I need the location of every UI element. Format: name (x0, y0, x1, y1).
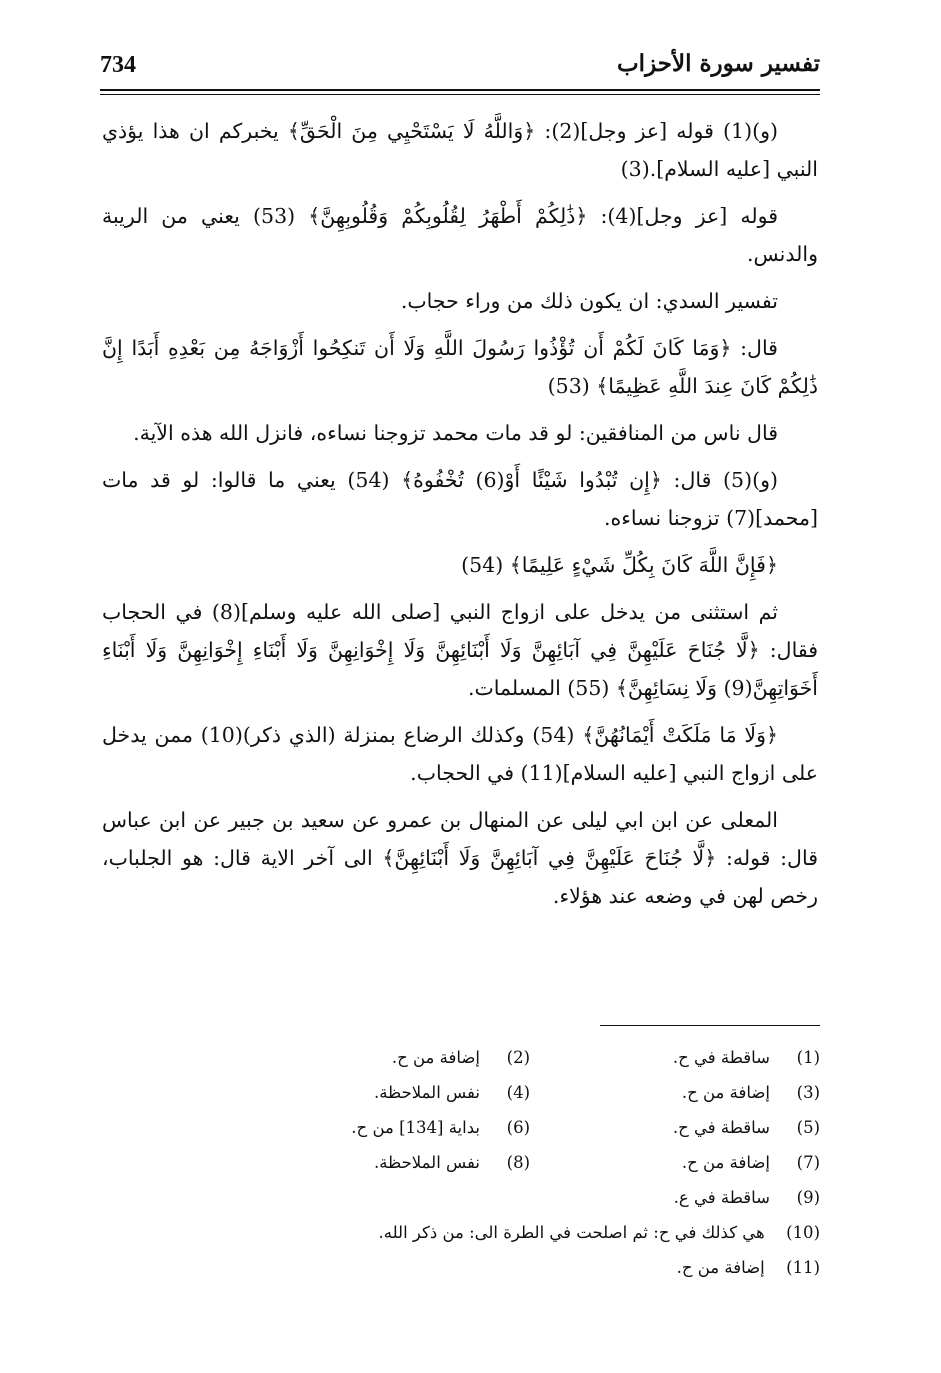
footnote-text: إضافة من ح. (681, 1153, 770, 1172)
footnote (240, 1040, 530, 1075)
footnote-row (240, 1250, 820, 1285)
footnote-number: (1) (796, 1048, 820, 1067)
paragraph: قوله [عز وجل](4): ﴿ذَٰلِكُمْ أَطْهَرُ لِقُلُوبِكُمْ وَقُلُوبِهِنَّ﴾ (53) يعني من الريبة والدنس. (102, 204, 818, 266)
paragraph: تفسير السدي: ان يكون ذلك من وراء حجاب. (400, 289, 778, 313)
page-number: 734 (100, 52, 136, 78)
footnote (530, 1110, 820, 1145)
footnote (530, 1145, 820, 1180)
footnote-text: بداية [134] من ح. (351, 1118, 480, 1137)
paragraph: ﴿فَإِنَّ اللَّهَ كَانَ بِكُلِّ شَيْءٍ عَلِيمًا﴾ (54) (461, 553, 778, 577)
footnote-number: (9) (796, 1188, 820, 1207)
footnotes (240, 1040, 820, 1285)
footnote-number: (8) (506, 1153, 530, 1172)
footnote-number: (2) (506, 1048, 530, 1067)
footnote-row (240, 1040, 820, 1075)
footnote-text: نفس الملاحظة. (373, 1153, 480, 1172)
footnote-text: ساقطة في ح. (672, 1118, 770, 1137)
footnote-row (240, 1075, 820, 1110)
header-rule (100, 89, 820, 91)
footnote-row (240, 1215, 820, 1250)
footnote-text: إضافة من ح. (681, 1083, 770, 1102)
footnote-text: هي كذلك في ح: ثم اصلحت في الطرة الى: من ذكر الله. (378, 1223, 765, 1242)
page-header (100, 48, 820, 88)
footnote-number: (7) (796, 1153, 820, 1172)
footnote-number: (4) (506, 1083, 530, 1102)
footnote (240, 1250, 820, 1285)
paragraph: قال: ﴿وَمَا كَانَ لَكُمْ أَن تُؤْذُوا رَسُولَ اللَّهِ وَلَا أَن تَنكِحُوا أَزْوَاجَهُ مِن بَعْدِهِ أَبَدًا إِنَّ ذَٰلِكُمْ كَانَ عِندَ اللَّهِ عَظِيمًا﴾ (53) (102, 336, 818, 398)
footnote-number: (10) (786, 1223, 820, 1242)
footnote-separator (600, 1025, 820, 1026)
footnote (530, 1040, 820, 1075)
footnote (240, 1145, 530, 1180)
paragraph: (و)(5) قال: ﴿إِن تُبْدُوا شَيْئًا أَوْ(6) تُخْفُوهُ﴾ (54) يعني ما قالوا: لو قد مات [محمد](7) تزوجنا نساءه. (102, 468, 818, 530)
paragraph: قال ناس من المنافقين: لو قد مات محمد تزوجنا نساءه، فانزل الله هذه الآية. (133, 421, 778, 445)
running-title: تفسير سورة الأحزاب (617, 50, 820, 77)
footnote (490, 1180, 820, 1215)
footnote-text: ساقطة في ع. (673, 1188, 770, 1207)
footnote (240, 1215, 820, 1250)
footnote-number: (3) (796, 1083, 820, 1102)
footnote-text: إضافة من ح. (676, 1258, 765, 1277)
footnote-row (240, 1110, 820, 1145)
paragraph: ﴿وَلَا مَا مَلَكَتْ أَيْمَانُهُنَّ﴾ (54) وكذلك الرضاع بمنزلة (الذي ذكر)(10) ممن يدخل على ازواج النبي [عليه السلام](11) في الحجاب. (102, 723, 818, 785)
footnote-number: (6) (506, 1118, 530, 1137)
footnote (530, 1075, 820, 1110)
footnote-row (240, 1145, 820, 1180)
footnote-number: (5) (796, 1118, 820, 1137)
header-rule-thin (100, 94, 820, 95)
main-text (102, 112, 818, 924)
paragraph: (و)(1) قوله [عز وجل](2): ﴿وَاللَّهُ لَا يَسْتَحْيِي مِنَ الْحَقِّ﴾ يخبركم ان هذا يؤذي النبي [عليه السلام].(3) (102, 119, 818, 181)
paragraph: ثم استثنى من يدخل على ازواج النبي [صلى الله عليه وسلم](8) في الحجاب فقال: ﴿لَّا جُنَاحَ عَلَيْهِنَّ فِي آبَائِهِنَّ وَلَا أَبْنَائِهِنَّ وَلَا إِخْوَانِهِنَّ وَلَا أَبْنَاءِ إِخْوَانِهِنَّ وَلَا أَبْنَاءِ أَخَوَاتِهِنَّ(9) وَلَا نِسَائِهِنَّ﴾ (55) المسلمات. (102, 600, 818, 700)
footnote-row (240, 1180, 820, 1215)
footnote-text: نفس الملاحظة. (373, 1083, 480, 1102)
footnote-text: إضافة من ح. (391, 1048, 480, 1067)
paragraph: المعلى عن ابن ابي ليلى عن المنهال بن عمرو عن سعيد بن جبير عن ابن عباس قال: قوله: ﴿لَّا جُنَاحَ عَلَيْهِنَّ فِي آبَائِهِنَّ وَلَا أَبْنَائِهِنَّ﴾ الى آخر الاية قال: هو الجلباب، رخص لهن في وضعه عند هؤلاء. (102, 808, 818, 908)
footnote (240, 1075, 530, 1110)
footnote-number: (11) (786, 1258, 820, 1277)
footnote (240, 1110, 530, 1145)
footnote-text: ساقطة في ح. (672, 1048, 770, 1067)
